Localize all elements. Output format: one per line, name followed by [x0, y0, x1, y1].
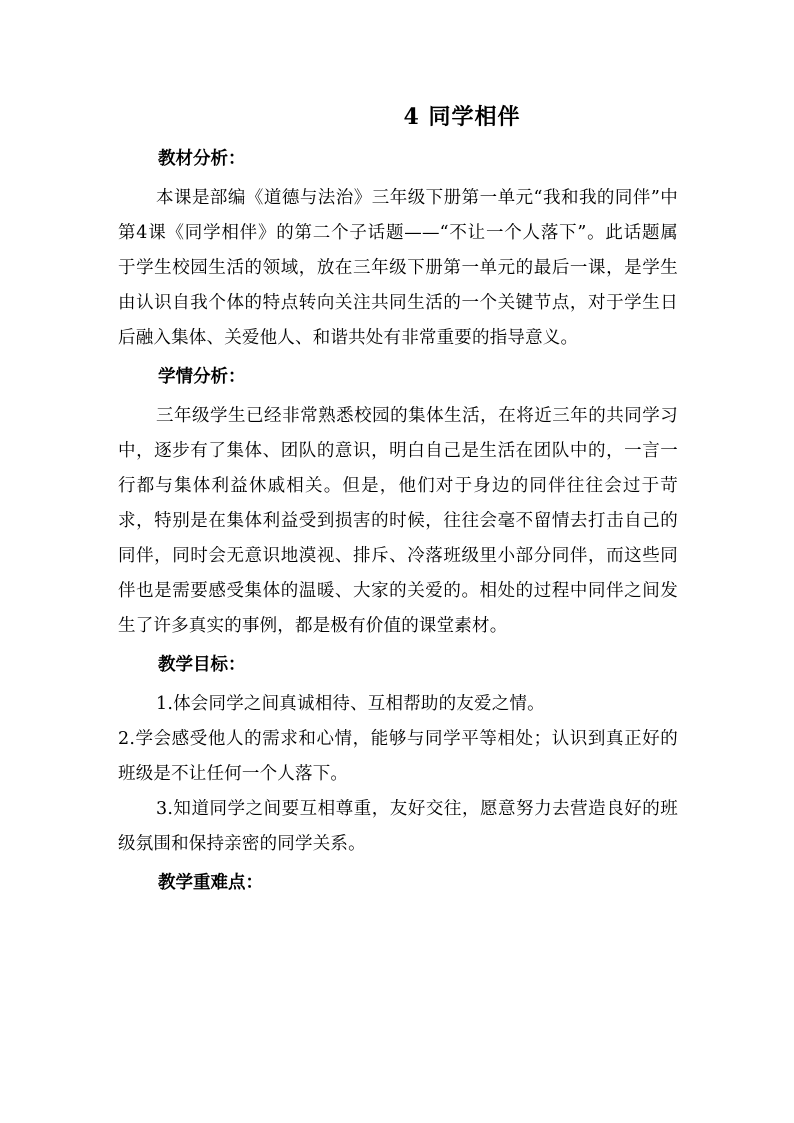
- paragraph-material: 本课是部编《道德与法治》三年级下册第一单元“我和我的同伴”中第4课《同学相伴》的第二个子话题——“不让一个人落下”。此话题属于学生校园生活的领域，放在三年级下册第一单元的最后一课，是学生由认识自我个体的特点转向关注共同生活的一个关键节点，对于学生日后融入集体、关爱他人、和谐共处有非常重要的指导意义。: [118, 188, 678, 348]
- goal-item-1: 1.体会同学之间真诚相待、互相帮助的友爱之情。: [156, 694, 545, 714]
- paragraph-student: 三年级学生已经非常熟悉校园的集体生活，在将近三年的共同学习中，逐步有了集体、团队的意识，明白自己是生活在团队中的，一言一行都与集体利益休戚相关。但是，他们对于身边的同伴往往会过于苛求，特别是在集体利益受到损害的时候，往往会毫不留情去打击自己的同伴，同时会无意识地漠视、排斥、冷落班级里小部分同伴，而这些同伴也是需要感受集体的温暖、大家的关爱的。相处的过程中同伴之间发生了许多真实的事例，都是极有价值的课堂素材。: [118, 406, 678, 636]
- section-heading-goals: 教学目标：: [158, 655, 246, 675]
- document-body: [118, 142, 678, 905]
- section-heading-material: 教材分析：: [158, 149, 246, 169]
- goal-item-2: 2.学会感受他人的需求和心情，能够与同学平等相处；认识到真正好的班级是不让任何一个人落下。: [118, 729, 678, 784]
- goal-item-3: 3.知道同学之间要互相尊重，友好交往，愿意努力去营造良好的班级氛围和保持亲密的同学关系。: [118, 799, 678, 854]
- section-heading-key-points: 教学重难点：: [158, 873, 263, 893]
- document-title: 4 同学相伴: [403, 104, 521, 130]
- section-heading-student: 学情分析：: [158, 367, 246, 387]
